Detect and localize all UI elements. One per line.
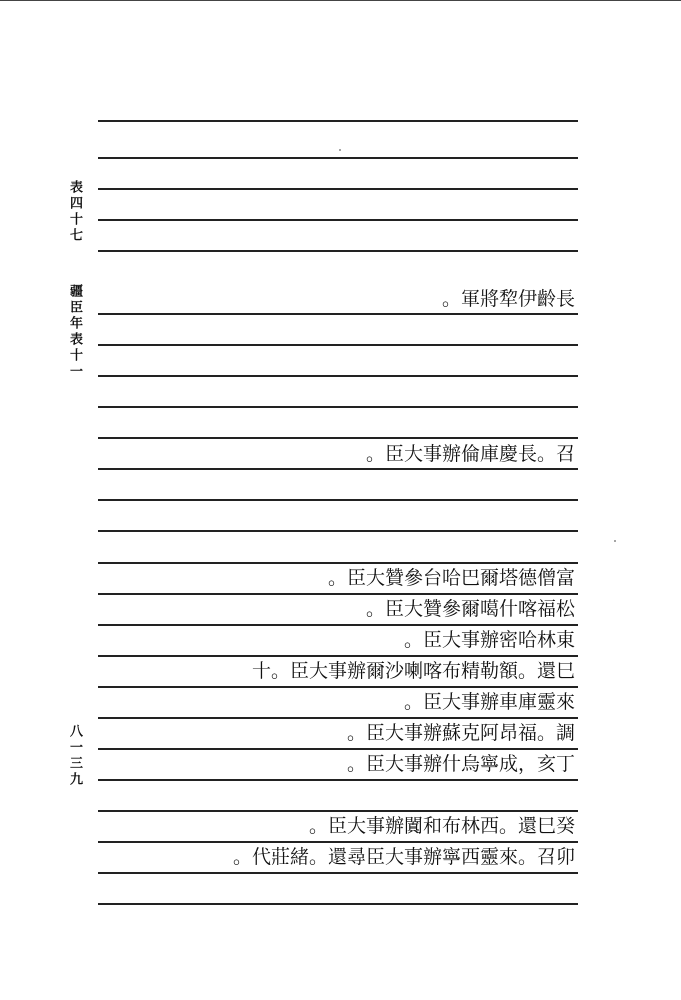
rule-7 bbox=[98, 344, 578, 346]
entry-text: 調。福昂阿克蘇辦事大臣。 bbox=[346, 722, 575, 744]
entry-text: 東林哈密辦事大臣。 bbox=[403, 629, 575, 651]
print-speck bbox=[614, 540, 616, 542]
rule-9 bbox=[98, 406, 578, 408]
rule-14 bbox=[98, 562, 578, 564]
table-title-text: 疆臣年表十一 bbox=[67, 284, 82, 380]
rule-1 bbox=[98, 120, 578, 122]
entry-hami bbox=[404, 627, 575, 653]
rule-25 bbox=[98, 903, 578, 905]
entry-xining bbox=[233, 844, 575, 870]
entry-text: 來靈庫車辦事大臣。 bbox=[403, 691, 575, 713]
table-title-label bbox=[64, 284, 86, 380]
entry-karashar bbox=[252, 658, 575, 684]
page-number-text: 八一三九 bbox=[67, 724, 82, 788]
entry-kuche bbox=[404, 689, 575, 715]
rule-17 bbox=[98, 655, 578, 657]
entry-text: 長齡伊犂將軍。 bbox=[441, 288, 575, 310]
entry-text: 癸巳還。西林布和闐辦事大臣。 bbox=[308, 815, 575, 837]
rule-21 bbox=[98, 779, 578, 781]
entry-text: 召。長慶庫倫辦事大臣。 bbox=[365, 443, 575, 465]
rule-13 bbox=[98, 530, 578, 532]
entry-aksu bbox=[347, 720, 575, 746]
entry-kashgar bbox=[366, 596, 575, 622]
top-border-rule bbox=[0, 0, 681, 1]
rule-18 bbox=[98, 686, 578, 688]
entry-text: 富僧德塔爾巴哈台參贊大臣。 bbox=[327, 567, 575, 589]
rule-2 bbox=[98, 157, 578, 159]
rule-11 bbox=[98, 468, 578, 470]
print-speck bbox=[339, 149, 341, 151]
entry-ushi bbox=[347, 751, 575, 777]
entry-text: 丁亥，成寧烏什辦事大臣。 bbox=[346, 753, 575, 775]
table-number-text: 表四十七 bbox=[67, 180, 82, 244]
rule-24 bbox=[98, 872, 578, 874]
rule-4 bbox=[98, 219, 578, 221]
entry-text: 巳還。額勒精布喀喇沙爾辦事大臣。十 bbox=[251, 660, 575, 682]
entry-text: 卯召。來靈西寧辦事大臣尋還。緒莊代。 bbox=[232, 846, 575, 868]
rule-6 bbox=[98, 313, 578, 315]
entry-yili-general bbox=[442, 286, 575, 312]
rule-3 bbox=[98, 188, 578, 190]
entry-hetian bbox=[309, 813, 575, 839]
entry-tarbagatai bbox=[328, 565, 575, 591]
rule-10 bbox=[98, 437, 578, 439]
rule-16 bbox=[98, 624, 578, 626]
rule-15 bbox=[98, 593, 578, 595]
rule-23 bbox=[98, 841, 578, 843]
rule-12 bbox=[98, 499, 578, 501]
rule-22 bbox=[98, 810, 578, 812]
rule-19 bbox=[98, 717, 578, 719]
rule-20 bbox=[98, 748, 578, 750]
entry-kulun-minister bbox=[366, 441, 575, 467]
rule-8 bbox=[98, 375, 578, 377]
entry-text: 松福喀什噶爾參贊大臣。 bbox=[365, 598, 575, 620]
rule-5 bbox=[98, 250, 578, 252]
table-number-label bbox=[64, 180, 86, 244]
page-number-label bbox=[64, 724, 86, 788]
